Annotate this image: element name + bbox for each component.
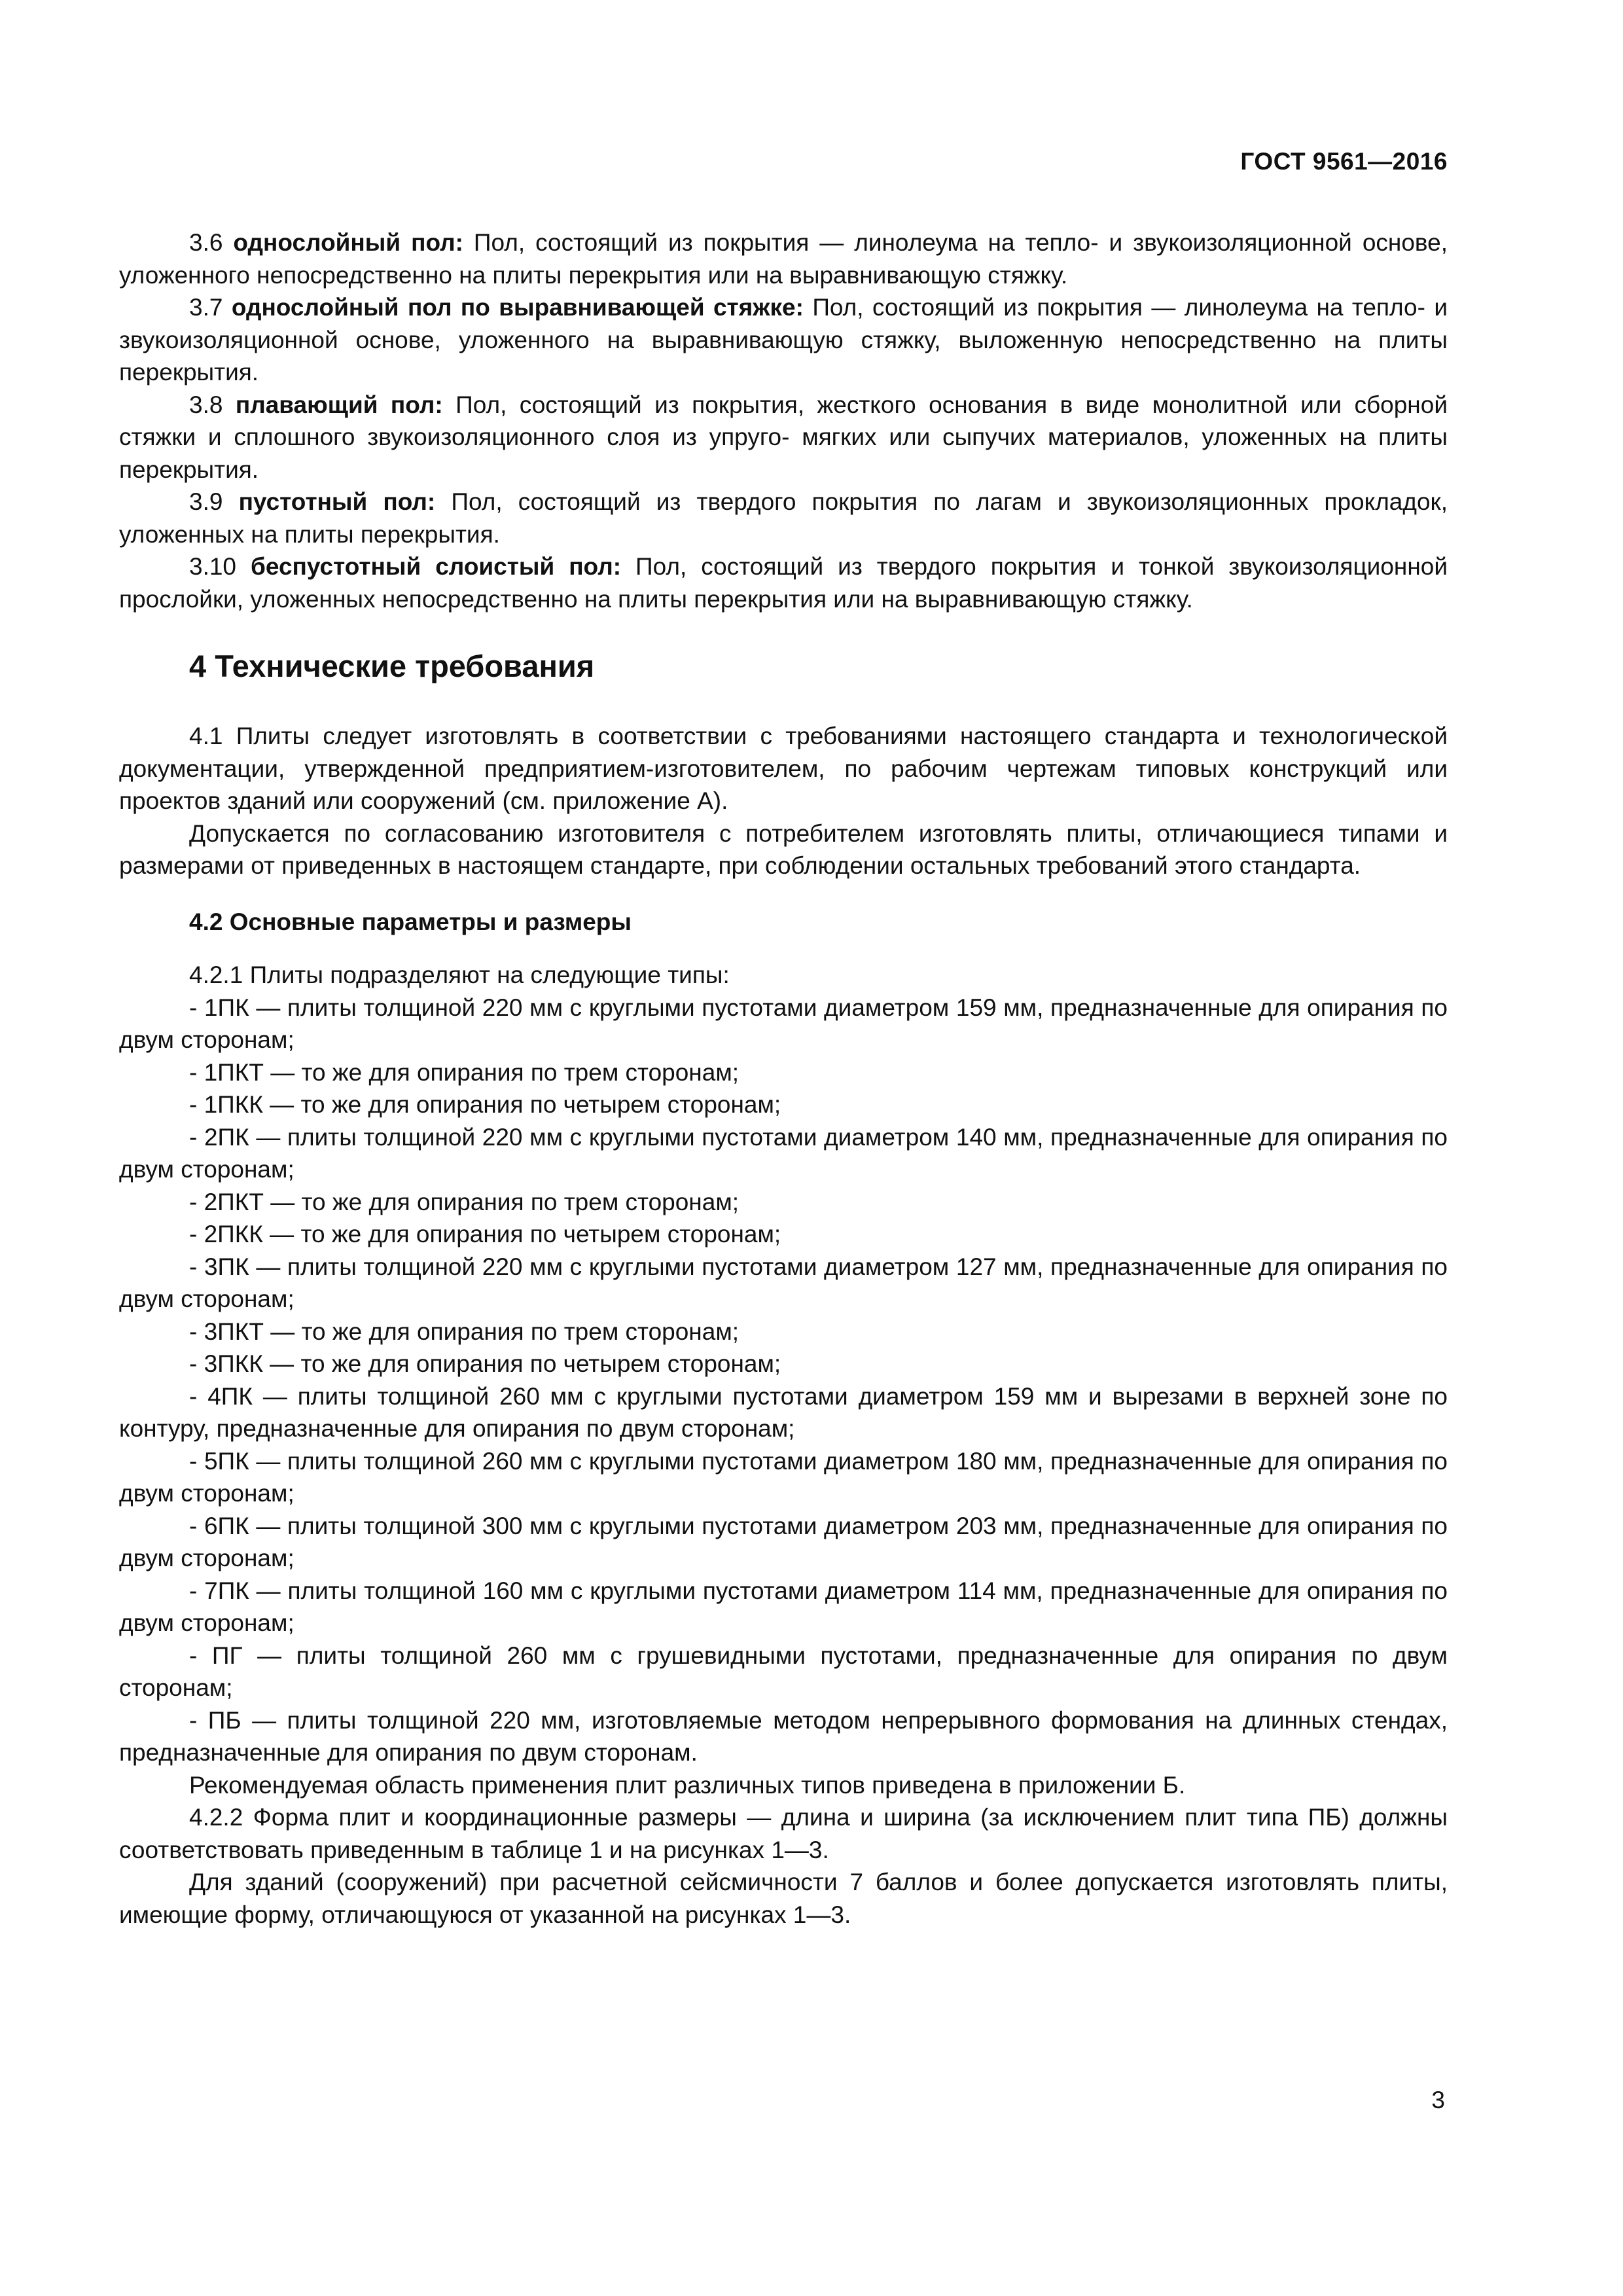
term: беспустотный слоистый пол: [251,553,622,580]
term: однослойный пол по выравнивающей стяжке: [231,294,804,321]
clause-number: 3.9 [189,488,223,515]
page-content [119,226,1448,1931]
list-item: - 3ПКТ — то же для опирания по трем сторонам; [189,1318,740,1345]
clause-4-2-2: 4.2.2 Форма плит и координационные размеры — длина и ширина (за исключением плит типа ПБ) должны соответствовать приведенным в таблице 1 и на рисунках 1—3. [119,1804,1448,1863]
definition-text: Пол, состоящий из покрытия — линолеума на тепло- и звукоизоляционной основе, уложенного на выравнивающую стяжку, выложенную непосредственно на плиты перекрытия. [119,294,1448,386]
list-item: - 1ПКТ — то же для опирания по трем сторонам; [189,1058,740,1086]
definition-text: Пол, состоящий из покрытия, жесткого основания в виде монолитной или сборной стяжки и сплошного звукоизоляционного слоя из упруго- мягких или сыпучих материалов, уложенных на плиты перекрытия. [119,391,1448,483]
list-item: - ПБ — плиты толщиной 220 мм, изготовляемые методом непрерывного формования на длинных стендах, предназначенные для опирания по двум сторонам. [119,1706,1448,1766]
clause-number: 3.8 [189,391,223,418]
section-4-heading: 4 Технические требования [189,649,595,683]
slab-types-list [119,992,1448,1769]
list-item: - 5ПК — плиты толщиной 260 мм с круглыми пустотами диаметром 180 мм, предназначенные для опирания по двум сторонам; [119,1447,1448,1507]
term: плавающий пол: [235,391,443,418]
list-item: - 2ПК — плиты толщиной 220 мм с круглыми пустотами диаметром 140 мм, предназначенные для опирания по двум сторонам; [119,1123,1448,1183]
definition-text: Пол, состоящий из покрытия — линолеума на тепло- и звукоизоляционной основе, уложенного непосредственно на плиты перекрытия или на выравнивающую стяжку. [119,229,1448,289]
definition-3-8 [119,389,1448,486]
clause-4-2-2-paragraph-2: Для зданий (сооружений) при расчетной сейсмичности 7 баллов и более допускается изготовлять плиты, имеющие форму, отличающуюся от указанной на рисунках 1—3. [119,1869,1448,1928]
list-item: - 2ПКТ — то же для опирания по трем сторонам; [189,1188,740,1215]
definition-text: Пол, состоящий из твердого покрытия и тонкой звукоизоляционной прослойки, уложенных непосредственно на плиты перекрытия или на выравнивающую стяжку. [119,553,1448,613]
list-item: - 2ПКК — то же для опирания по четырем сторонам; [189,1221,781,1247]
term: пустотный пол: [238,488,436,515]
list-item: - 6ПК — плиты толщиной 300 мм с круглыми пустотами диаметром 203 мм, предназначенные для опирания по двум сторонам; [119,1512,1448,1571]
page-number: 3 [1431,2087,1445,2113]
recommendation-paragraph: Рекомендуемая область применения плит различных типов приведена в приложении Б. [189,1771,1186,1799]
definition-3-7 [119,291,1448,389]
list-item: - 7ПК — плиты толщиной 160 мм с круглыми пустотами диаметром 114 мм, предназначенные для опирания по двум сторонам; [119,1577,1448,1636]
list-item: - 3ПКК — то же для опирания по четырем сторонам; [189,1350,781,1377]
definition-3-10 [119,550,1448,615]
definition-3-6 [119,226,1448,291]
document-header: ГОСТ 9561—2016 [1240,148,1448,175]
term: однослойный пол: [233,229,463,256]
clause-4-2-1: 4.2.1 Плиты подразделяют на следующие типы: [189,961,730,988]
list-item: - 4ПК — плиты толщиной 260 мм с круглыми пустотами диаметром 159 мм и вырезами в верхней зоне по контуру, предназначенные для опирания по двум сторонам; [119,1382,1448,1442]
list-item: - 1ПК — плиты толщиной 220 мм с круглыми пустотами диаметром 159 мм, предназначенные для опирания по двум сторонам; [119,994,1448,1053]
clause-4-1: 4.1 Плиты следует изготовлять в соответствии с требованиями настоящего стандарта и технологической документации, утвержденной предприятием-изготовителем, по рабочим чертежам типовых конструкций или проектов зданий или сооружений (см. приложение А). [119,723,1448,814]
definition-3-9 [119,486,1448,550]
clause-number: 3.6 [189,229,223,256]
definition-text: Пол, состоящий из твердого покрытия по лагам и звукоизоляционных прокладок, уложенных на плиты перекрытия. [119,488,1448,548]
clause-4-1-paragraph-2: Допускается по согласованию изготовителя с потребителем изготовлять плиты, отличающиеся типами и размерами от приведенных в настоящем стандарте, при соблюдении остальных требований этого стандарта. [119,819,1448,879]
subsection-4-2-heading: 4.2 Основные параметры и размеры [189,908,632,935]
list-item: - 3ПК — плиты толщиной 220 мм с круглыми пустотами диаметром 127 мм, предназначенные для опирания по двум сторонам; [119,1253,1448,1312]
clause-number: 3.10 [189,553,237,580]
list-item: - ПГ — плиты толщиной 260 мм с грушевидными пустотами, предназначенные для опирания по двум сторонам; [119,1641,1448,1701]
list-item: - 1ПКК — то же для опирания по четырем сторонам; [189,1091,781,1118]
clause-number: 3.7 [189,294,223,321]
